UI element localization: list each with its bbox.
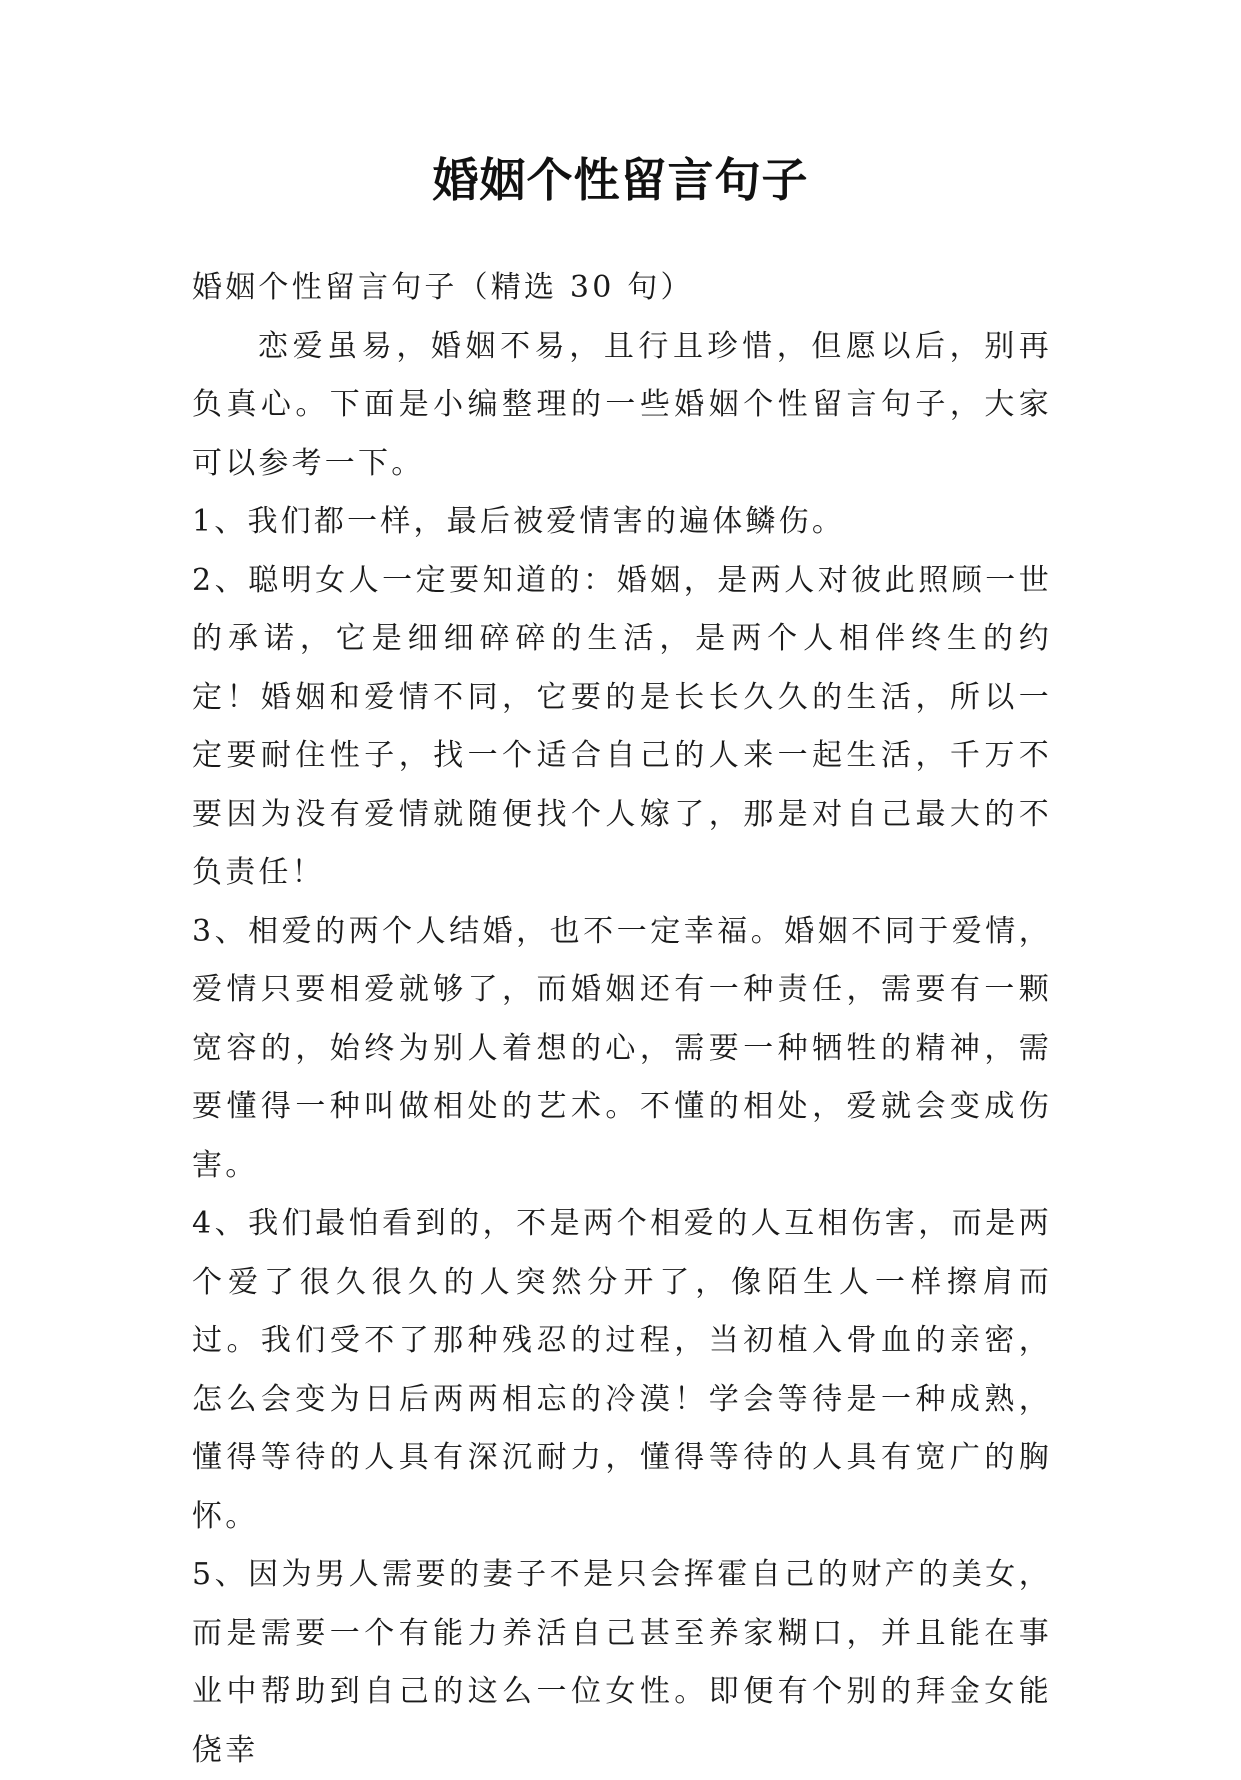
list-item: 4、我们最怕看到的，不是两个相爱的人互相伤害，而是两个爱了很久很久的人突然分开了，像陌生人一样擦肩而过。我们受不了那种残忍的过程，当初植入骨血的亲密，怎么会变为日后两两相忘的冷漠！学会等待是一种成熟，懂得等待的人具有深沉耐力，懂得等待的人具有宽广的胸怀。	[192, 1206, 1052, 1534]
list-item: 2、聪明女人一定要知道的：婚姻，是两人对彼此照顾一世的承诺，它是细细碎碎的生活，是两个人相伴终生的约定！婚姻和爱情不同，它要的是长长久久的生活，所以一定要耐住性子，找一个适合自己的人来一起生活，千万不要因为没有爱情就随便找个人嫁了，那是对自己最大的不负责任！	[192, 562, 1052, 890]
list-item: 3、相爱的两个人结婚，也不一定幸福。婚姻不同于爱情，爱情只要相爱就够了，而婚姻还有一种责任，需要有一颗宽容的，始终为别人着想的心，需要一种牺牲的精神，需要懂得一种叫做相处的艺术。不懂的相处，爱就会变成伤害。	[192, 913, 1052, 1183]
list-item: 5、因为男人需要的妻子不是只会挥霍自己的财产的美女，而是需要一个有能力养活自己甚至养家糊口，并且能在事业中帮助到自己的这么一位女性。即便有个别的拜金女能侥幸	[192, 1557, 1052, 1768]
document-subtitle: 婚姻个性留言句子（精选 30 句）	[192, 270, 694, 305]
document-title: 婚姻个性留言句子	[432, 153, 809, 207]
intro-paragraph: 恋爱虽易，婚姻不易，且行且珍惜，但愿以后，别再负真心。下面是小编整理的一些婚姻个性留言句子，大家可以参考一下。	[192, 328, 1052, 481]
list-item: 1、我们都一样，最后被爱情害的遍体鳞伤。	[192, 504, 846, 539]
document-body	[192, 259, 1052, 1780]
